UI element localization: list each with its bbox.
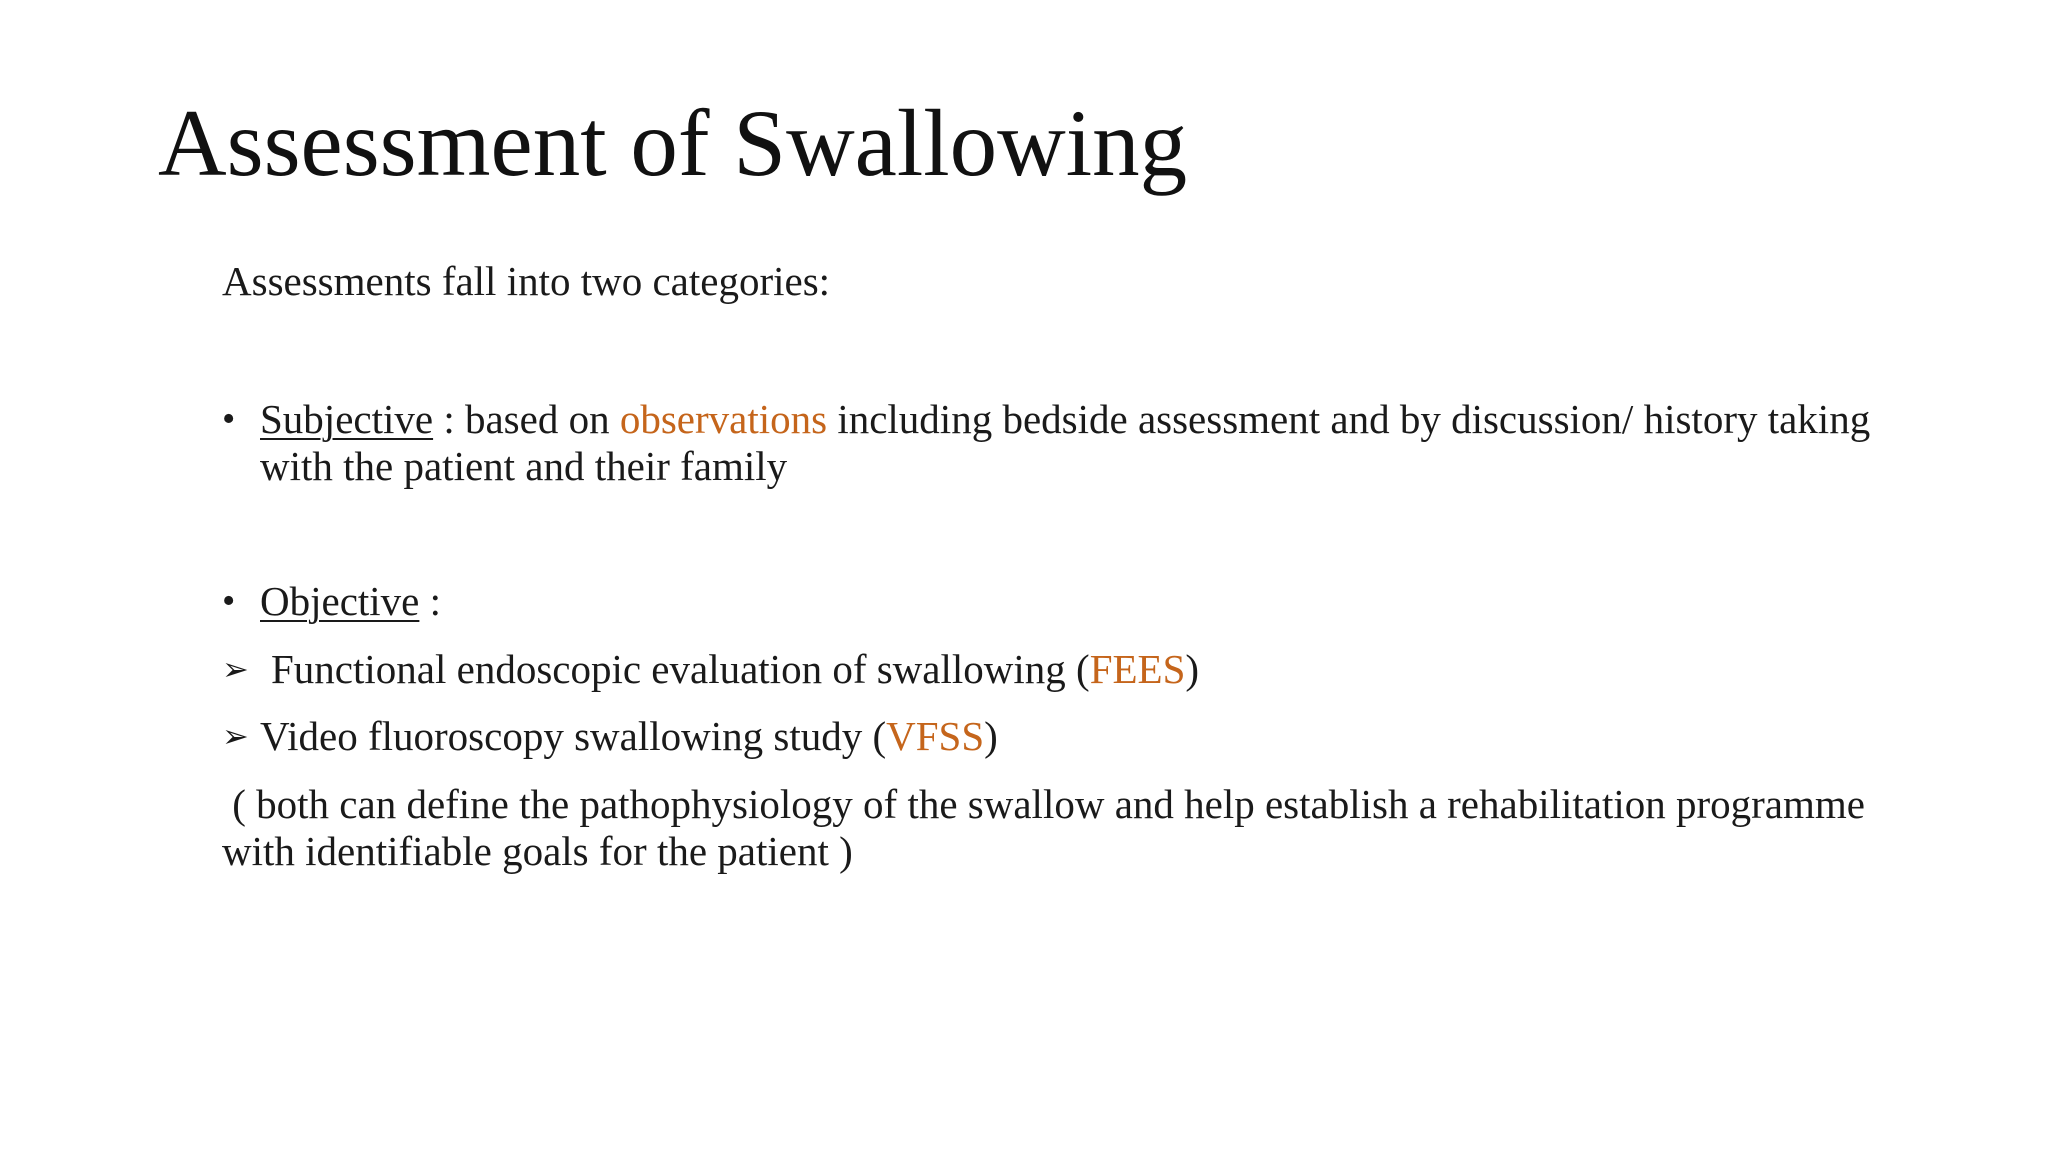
bullet-subjective: • [222, 398, 236, 440]
arrow-icon: ➢ [222, 717, 249, 755]
arrow-icon: ➢ [222, 650, 249, 688]
subjective-text-after: including bedside assessment and by discussion/ history taking [827, 396, 1871, 442]
bullet-objective: • [222, 580, 236, 622]
objective-line [260, 578, 441, 625]
fees-text-before: Functional endoscopic evaluation of swallowing ( [271, 646, 1090, 692]
observations-highlight: observations [619, 396, 828, 442]
note-line-2: with identifiable goals for the patient ) [222, 828, 853, 874]
vfss-text-after: ) [984, 713, 998, 759]
subjective-term: Subjective [260, 396, 434, 442]
objective-text-after: : [419, 578, 442, 624]
note-line-1: ( both can define the pathophysiology of the swallow and help establish a rehabilitation programme [222, 781, 1865, 827]
subjective-line-2: with the patient and their family [260, 443, 788, 489]
slide-title: Assessment of Swallowing [158, 90, 1188, 196]
fees-line [271, 646, 1199, 693]
subjective-line-1 [260, 396, 1870, 443]
subjective-text-before: : based on [433, 396, 620, 442]
vfss-text-before: Video fluoroscopy swallowing study ( [260, 713, 887, 759]
objective-term: Objective [260, 578, 420, 624]
vfss-highlight: VFSS [886, 713, 985, 759]
intro-text: Assessments fall into two categories: [222, 258, 831, 304]
vfss-line [260, 713, 998, 760]
fees-text-after: ) [1185, 646, 1200, 692]
fees-highlight: FEES [1089, 646, 1186, 692]
